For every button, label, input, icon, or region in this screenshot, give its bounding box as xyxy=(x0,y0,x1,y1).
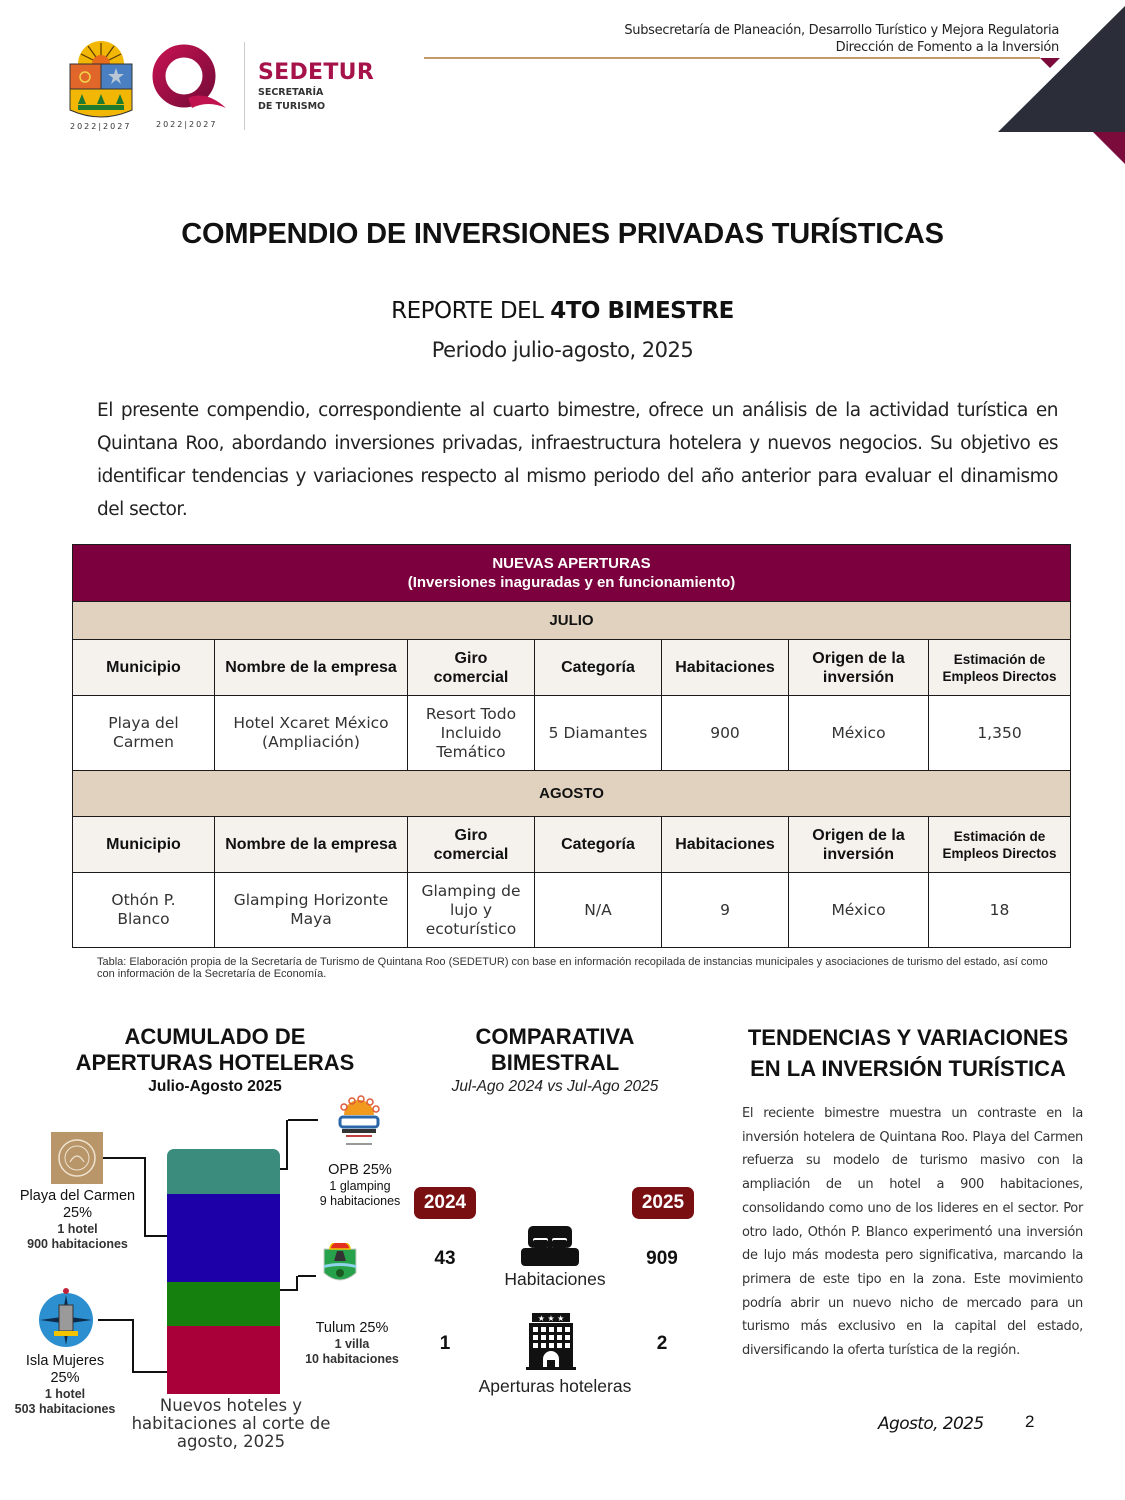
col-empleos: Estimación de Empleos Directos xyxy=(929,817,1071,873)
col-origen: Origen de la inversión xyxy=(789,640,929,696)
habitaciones-label: Habitaciones xyxy=(504,1269,606,1289)
table-title xyxy=(73,545,1071,602)
month-header-julio: JULIO xyxy=(73,602,1071,640)
col-empleos: Estimación de Empleos Directos xyxy=(929,640,1071,696)
tendencias-paragraph: El reciente bimestre muestra un contraste en la inversión hotelera de Quintana Roo. Playa del Carmen refuerza su modelo de turismo masivo con la ampliación de un hotel a 900 habitaciones, consolidando como uno de los lideres en el sector. Por otro lado, Othón P. Blanco experimentó una inversión de lujo más modesta pero significativa, marcando la primera de este tipo en la zona. Este movimiento podría abrir un nuevo nicho de mercado para un turismo más exclusivo en la capital del estado, diversificando la oferta turística de la región. xyxy=(742,1106,1083,1359)
coat-years: 2022|2027 xyxy=(70,122,132,131)
tendencias-title-line2: EN LA INVERSIÓN TURÍSTICA xyxy=(750,1056,1066,1081)
bar-caption: Nuevos hoteles y habitaciones al corte de agosto, 2025 xyxy=(131,1396,331,1451)
cell-empresa: Hotel Xcaret México (Ampliación) xyxy=(215,696,408,771)
label-playa-detail2: 900 habitaciones xyxy=(27,1237,128,1251)
label-tulum-detail2: 10 habitaciones xyxy=(305,1352,399,1366)
header-triangle-wine xyxy=(1093,132,1125,164)
sedetur-logo xyxy=(258,60,374,113)
isla-mujeres-emblem-icon xyxy=(36,1287,96,1347)
acumulado-title-line1: ACUMULADO DE xyxy=(124,1024,306,1049)
label-isla-pct: 25% xyxy=(50,1370,80,1386)
month-header-agosto: AGOSTO xyxy=(73,771,1071,817)
year-badge-2024: 2024 xyxy=(414,1187,476,1219)
cell-empleos: 1,350 xyxy=(929,696,1071,771)
connector-opb-top xyxy=(288,1119,318,1121)
brand-name: SEDETUR xyxy=(258,60,375,85)
page-title: COMPENDIO DE INVERSIONES PRIVADAS TURÍSTICAS xyxy=(181,218,944,250)
habitaciones-2025: 909 xyxy=(646,1248,678,1269)
quintana-roo-coat-of-arms-icon xyxy=(66,30,136,130)
report-title xyxy=(0,298,1125,324)
col-categoria: Categoría xyxy=(535,817,662,873)
col-empresa: Nombre de la empresa xyxy=(215,640,408,696)
cell-categoria: 5 Diamantes xyxy=(535,696,662,771)
bar-segment-isla-mujeres xyxy=(167,1326,280,1394)
hotel-building-icon xyxy=(526,1313,576,1371)
direccion-label: Dirección de Fomento a la Inversión xyxy=(835,40,1059,55)
cell-municipio: Othón P. Blanco xyxy=(73,873,215,948)
label-playa-name: Playa del Carmen xyxy=(19,1188,136,1204)
acumulado-title xyxy=(40,1024,390,1076)
label-opb-detail2: 9 habitaciones xyxy=(319,1194,401,1208)
table-row xyxy=(73,696,1071,771)
comparativa-title xyxy=(400,1024,710,1076)
report-bold: 4TO BIMESTRE xyxy=(550,298,734,324)
col-municipio: Municipio xyxy=(73,640,215,696)
acumulado-title-line2: APERTURAS HOTELERAS xyxy=(75,1050,355,1075)
bar-segment-playa-del-carmen xyxy=(167,1194,280,1282)
label-isla-detail1: 1 hotel xyxy=(44,1387,86,1401)
svg-text:★ ★ ★: ★ ★ ★ xyxy=(537,1314,565,1323)
report-period: Periodo julio-agosto, 2025 xyxy=(431,338,694,362)
quintana-roo-q-logo-icon xyxy=(148,42,228,120)
cell-empresa: Glamping Horizonte Maya xyxy=(215,873,408,948)
page-number: 2 xyxy=(1025,1412,1035,1431)
report-prefix: REPORTE DEL xyxy=(391,298,551,324)
comparativa-subtitle: Jul-Ago 2024 vs Jul-Ago 2025 xyxy=(451,1078,659,1095)
cell-categoria: N/A xyxy=(535,873,662,948)
connector-tulum-top xyxy=(298,1275,316,1277)
tendencias-title xyxy=(733,1022,1083,1084)
connector-playa-end xyxy=(146,1235,167,1237)
openings-table xyxy=(72,544,1071,948)
label-opb xyxy=(300,1162,420,1209)
cell-origen: México xyxy=(789,873,929,948)
col-giro: Giro comercial xyxy=(408,640,535,696)
table-source-note: Tabla: Elaboración propia de la Secretaría de Turismo de Quintana Roo (SEDETUR) con base en información recopilada de instancias municipales y asociaciones de turismo del estado, así como con información de la Secretaría de Economía. xyxy=(97,956,1048,980)
aperturas-label: Aperturas hoteleras xyxy=(478,1376,632,1396)
brand-sub-1: SECRETARÍA xyxy=(258,87,324,98)
col-origen: Origen de la inversión xyxy=(789,817,929,873)
comparativa-title-line2: BIMESTRAL xyxy=(490,1050,620,1075)
table-title-line1: NUEVAS APERTURAS xyxy=(492,555,651,572)
header-triangle-small xyxy=(1040,58,1060,68)
label-playa-del-carmen xyxy=(10,1188,145,1252)
table-row xyxy=(73,873,1071,948)
label-playa-pct: 25% xyxy=(62,1205,93,1221)
column-header-row xyxy=(73,640,1071,696)
subsecretaria-label: Subsecretaría de Planeación, Desarrollo Turístico y Mejora Regulatoria xyxy=(624,23,1059,38)
connector-opb xyxy=(280,1120,288,1170)
stacked-bar xyxy=(167,1149,280,1394)
label-tulum-detail1: 1 villa xyxy=(334,1337,370,1351)
cell-habitaciones: 9 xyxy=(662,873,789,948)
cell-giro: Glamping de lujo y ecoturístico xyxy=(408,873,535,948)
header-department xyxy=(624,22,1059,56)
label-isla-mujeres xyxy=(0,1353,130,1417)
logo-divider xyxy=(244,42,245,130)
q-logo-years: 2022|2027 xyxy=(156,120,218,129)
cell-giro: Resort Todo Incluido Temático xyxy=(408,696,535,771)
cell-empleos: 18 xyxy=(929,873,1071,948)
intro-paragraph: El presente compendio, correspondiente al cuarto bimestre, ofrece un análisis de la actividad turística en Quintana Roo, abordando inversiones privadas, infraestructura hotelera y nuevos negocios. Su objetivo es identificar tendencias y variaciones respecto al mismo periodo del año anterior para evaluar el dinamismo del sector. xyxy=(97,400,1058,520)
year-badge-2025: 2025 xyxy=(632,1187,694,1219)
label-opb-detail1: 1 glamping xyxy=(329,1179,391,1193)
bed-icon xyxy=(521,1226,579,1268)
connector-tulum xyxy=(280,1276,298,1291)
label-isla-detail2: 503 habitaciones xyxy=(14,1402,116,1416)
col-empresa: Nombre de la empresa xyxy=(215,817,408,873)
brand-sub-2: DE TURISMO xyxy=(258,101,326,112)
col-habitaciones: Habitaciones xyxy=(662,817,789,873)
col-categoria: Categoría xyxy=(535,640,662,696)
table-title-line2: (Inversiones inaguradas y en funcionamiento) xyxy=(407,574,736,591)
habitaciones-2024: 43 xyxy=(434,1248,456,1269)
bar-segment-opb xyxy=(167,1149,280,1194)
acumulado-subtitle: Julio-Agosto 2025 xyxy=(148,1078,282,1095)
tulum-coat-of-arms-icon xyxy=(322,1243,358,1285)
col-municipio: Municipio xyxy=(73,817,215,873)
column-header-row xyxy=(73,817,1071,873)
col-giro: Giro comercial xyxy=(408,817,535,873)
playa-del-carmen-seal-icon xyxy=(51,1132,103,1184)
label-tulum-name: Tulum 25% xyxy=(315,1320,389,1336)
label-isla-name: Isla Mujeres xyxy=(25,1353,105,1369)
header-rule xyxy=(424,57,1040,59)
cell-origen: México xyxy=(789,696,929,771)
connector-isla-end xyxy=(134,1371,167,1373)
othon-p-blanco-logo-icon xyxy=(336,1095,382,1151)
label-playa-detail1: 1 hotel xyxy=(57,1222,98,1236)
aperturas-2025: 2 xyxy=(656,1333,668,1354)
comparativa-title-line1: COMPARATIVA xyxy=(475,1024,635,1049)
cell-municipio: Playa del Carmen xyxy=(73,696,215,771)
bar-segment-tulum xyxy=(167,1282,280,1326)
col-habitaciones: Habitaciones xyxy=(662,640,789,696)
label-opb-name: OPB 25% xyxy=(328,1162,392,1178)
label-tulum xyxy=(292,1320,412,1367)
aperturas-2024: 1 xyxy=(439,1333,451,1354)
tendencias-title-line1: TENDENCIAS Y VARIACIONES xyxy=(747,1025,1069,1050)
cell-habitaciones: 900 xyxy=(662,696,789,771)
footer-date: Agosto, 2025 xyxy=(878,1414,984,1434)
